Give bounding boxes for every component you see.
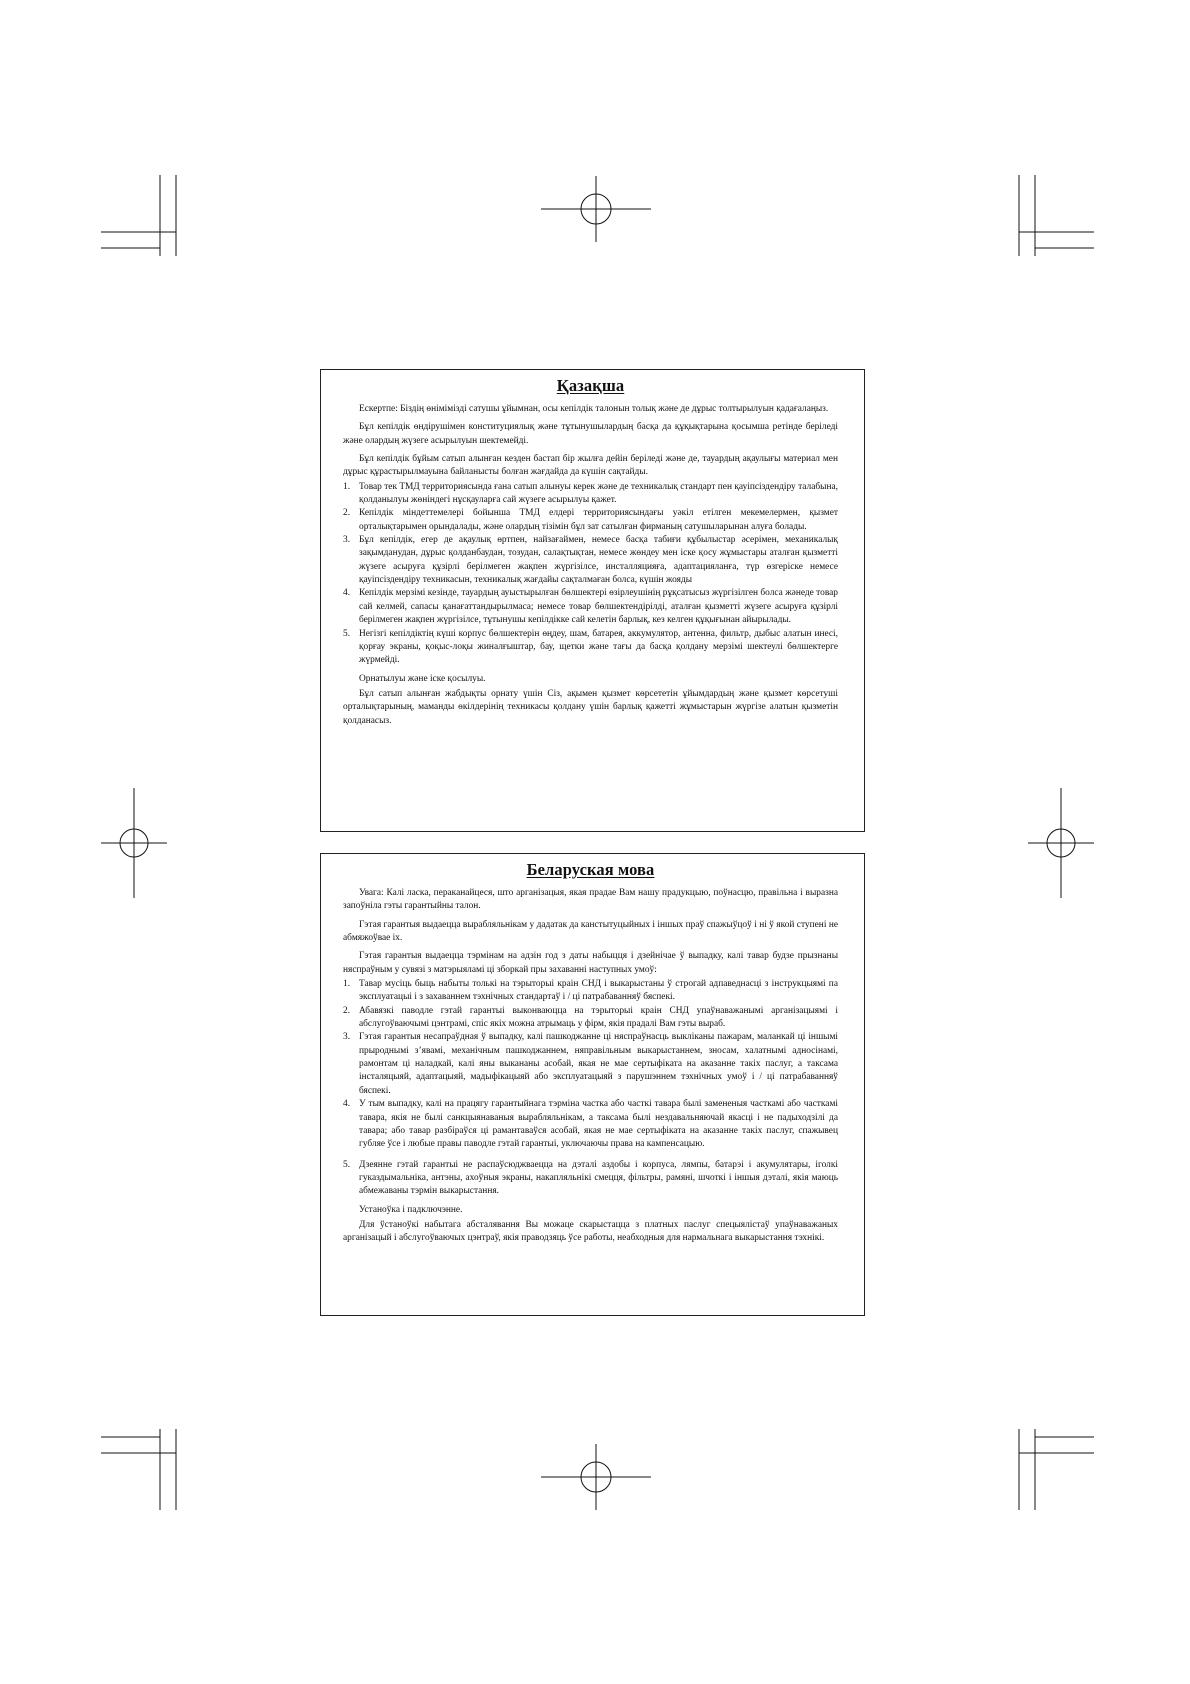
item-text: Абавязкі паводле гэтай гарантыі выконваюцца на тэрыторыі краін СНД упаўнаважанымі арганізацыямі і абслугоўваючымі цэнтрамі, спіс якіх можна атрымаць у фірм, якія прадалі Вам гэты выраб. [359,1005,838,1030]
paragraph: Бұл кепілдік өндірушімен конституциялық және тұтынушылардың басқа да құқықтарына қосымша ретінде беріледі және олардың жүзеге асырылуын шектемейді. [343,422,838,446]
list-item [343,1159,838,1199]
item-text: Товар тек ТМД территориясында ғана сатып алынуы керек және де техникалық стандарт пен қауіпсіздендіру талабына, қолданылуы жөніндегі нұсқауларға сай жүзеге асырылуы қажет. [359,481,838,506]
conditions-list [343,481,838,668]
item-number: 2. [343,1005,351,1016]
list-item [343,978,838,1005]
install-title: Орнатылуы және іске қосылуы. [359,673,486,684]
crop-mark-top-right [1019,175,1094,256]
item-number: 3. [343,535,351,546]
item-number: 5. [343,628,351,639]
belarusian-warranty-section [320,853,865,1316]
conditions-list [343,978,838,1199]
item-number: 3. [343,1032,351,1043]
install-title: Устаноўка і падключэнне. [359,1204,463,1215]
crosshair-top-icon [541,176,651,242]
list-item [343,481,838,508]
item-text: У тым выпадку, калі на працягу гарантыйнага тэрміна частка або часткі тавара былі замененыя часткамі або часткамі тавара, якія не былі санкцыянаваныя вырабляльнікам, а таксама былі нездавальняючай якасці і не падыходзілі да тавара; або тавар разбіраўся ці рамантаваўся асобай, якая не мае сертыфіката на аказанне такіх паслуг, спажывец губляе ўсе і любые правы паводле гэтай гарантыі, уключаючы права на кампенсацыю. [359,1099,838,1150]
install-text: Для ўстаноўкі набытага абсталявання Вы можаце скарыстацца з платных паслуг спецыялістаў упаўнаважаных арганізацый і абслугоўваючых цэнтраў, якія праводзяць ўсе работы, неабходныя для нармальнага выкарыстання тэхнікі. [343,1219,838,1244]
crosshair-left-icon [101,788,167,898]
item-number: 4. [343,1099,351,1110]
paragraph: Бұл кепілдік бұйым сатып алынған кезден бастап бір жылға дейін беріледі және де, тауардың ақаулығы материал мен дұрыс құрастырылмауына байланысты болған жағдайда да күшін сақтайды. [343,454,838,478]
crop-mark-top-left [101,175,176,256]
crop-mark-bottom-left [101,1429,176,1510]
item-text: Кепілдік мерзімі кезінде, тауардың ауыстырылған бөлшектері өзірлеушінің рұқсатысыз жүргізілген болса жәнеде товар сай келмей, сапасы қанағаттандырылмаса; немесе товар бөлшектендірілді, аталған қызметті жүзеге асыруға құзірлі берілмеген жақпен жүргізілсе, тұтынушы кепілдікке сай келетін барлық, кез келген құқығынан айырылады. [359,588,838,626]
section-title: Қазақша [556,376,625,395]
item-text: Гэтая гарантыя несапраўдная ў выпадку, калі пашкоджанне ці няспраўнасць выкліканы пажарам, маланкай ці іншымі прыроднымі з’явамі, механічным пашкоджаннем, няправільным выкарыстаннем, зносам, халатнымі адносінамі, рамонтам ці наладкай, калі яны выкананы асобай, якая не мае сертыфіката на аказанне такіх паслуг, а таксама інсталяцыяй, адаптацыяй, мадыфікацыяй або эксплуатацыяй з парушэннем тэхнічных умоў і / ці патрабаванняў бяспекі. [359,1032,838,1096]
item-number: 1. [343,481,351,492]
item-number: 2. [343,508,351,519]
item-text: Негізгі кепілдіктің күші корпус бөлшектерін өңдеу, шам, батарея, аккумулятор, антенна, фильтр, дыбыс алатын инесі, қорғау экраны, қоқыс-лоқы жиналғыштар, бау, щетки және тағы да басқа қолдану мерзімі шектеулі бөлшектерге жүрмейді. [359,628,838,666]
paragraph: Гэтая гарантыя выдаецца тэрмінам на адзін год з даты набыцця і дзейнічае ў выпадку, калі тавар будзе прызнаны няспраўным у сувязі з матэрыяламі ці зборкай пры захаванні наступных умоў: [343,951,838,975]
list-item [343,534,838,587]
intro-note: Ескертпе: Біздің өнімімізді сатушы ұйымнан, осы кепілдік талонын толық және де дұрыс толтырылуын қадағалаңыз. [359,404,829,414]
item-number: 5. [343,1159,351,1170]
list-item [343,1031,838,1098]
list-item [343,1005,838,1032]
install-text: Бұл сатып алынған жабдықты орнату үшін Сіз, ақымен қызмет көрсететін ұйымдардың және қызмет көрсетуші орталықтарының, маманды өкілдерінің техникасы қолдану үшін барлық қажетті жұмыстарын жүргізе алатын қызметін қолданасыз. [343,688,838,726]
list-item [343,507,838,534]
intro-note: Увага: Калі ласка, пераканайцеся, што арганізацыя, якая прадае Вам нашу прадукцыю, поўнасцю, правільна і выразна запоўніла гэты гарантыйны талон. [343,888,838,912]
list-item [343,587,838,627]
item-text: Бұл кепілдік, егер де ақаулық өртпен, найзағаймен, немесе басқа табиғи құбылыстар әсерімен, механикалық зақымданудан, дұрыс қолданбаудан, тозудан, салақтықтан, немесе жөндеу мен іске қосу жұмыстары аталған қызметті жүзеге асыруға құзірлі берілмеген жақпен жүргізілсе, инсталляцияға, адаптацияланға, түр өзгеріске немесе қауіпсіздендіру техникасын, техникалық жағдайы сақталмаған болса, күшін жояды [359,535,838,586]
item-number: 1. [343,979,351,990]
kazakh-warranty-section [320,369,865,832]
crosshair-right-icon [1028,788,1094,898]
paragraph: Гэтая гарантыя выдаецца вырабляльнікам у дадатак да канстытуцыйных і іншых праў спажыўцоў і ні ў якой ступені не абмяжоўвае іх. [343,919,838,944]
list-item [343,1098,838,1151]
crop-mark-bottom-right [1019,1429,1094,1510]
list-item [343,628,838,668]
item-text: Тавар мусіць быць набыты толькі на тэрыторыі краін СНД і выкарыстаны ў строгай адпаведнасці з інструкцыямі па эксплуатацыі і з захаваннем тэхнічных стандартаў і / ці патрабаванняў бяспекі. [359,979,838,1003]
crosshair-bottom-icon [541,1444,651,1510]
item-text: Кепілдік міндеттемелері бойынша ТМД елдері территориясындағы уәкіл етілген мекемелермен, қызмет орталықтарымен орындалады, және олардың тізімін бұл зат сатылған фирманың сатушыларынан алуға болады. [359,508,838,532]
item-number: 4. [343,588,351,599]
section-title: Беларуская мова [526,860,655,879]
item-text: Дзеянне гэтай гарантыі не распаўсюджваецца на дэталі аздобы і корпуса, лямпы, батарэі і акумулятары, іголкі гуказдымальніка, антэны, ахоўныя экраны, накапляльнікі смецця, фільтры, рамяні, шчоткі і іншыя дэталі, якія маюць абмежаваны тэрмін выкарыстання. [359,1159,838,1197]
